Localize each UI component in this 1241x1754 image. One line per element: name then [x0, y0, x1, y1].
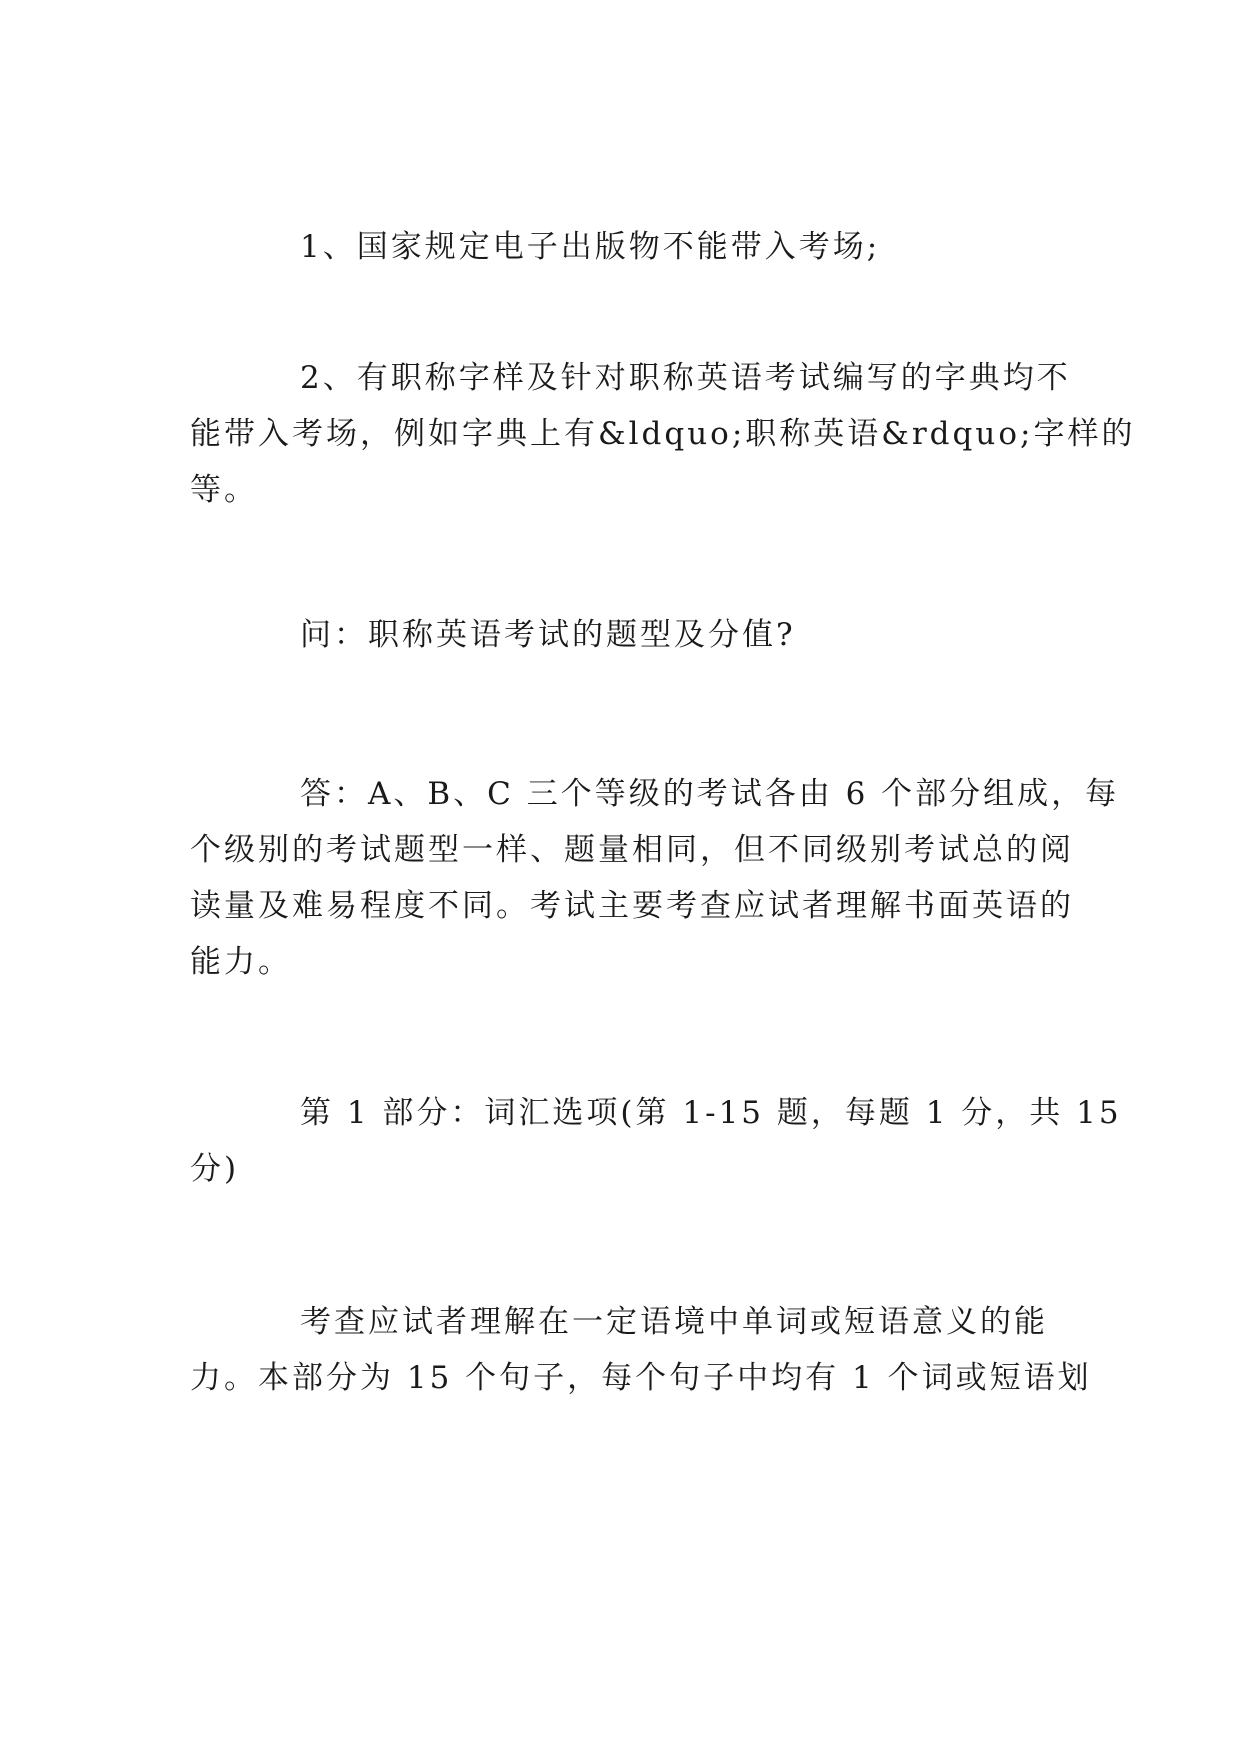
paragraph-4-line-2: 个级别的考试题型一样、题量相同，但不同级别考试总的阅: [190, 832, 1074, 868]
paragraph-4-line-3: 读量及难易程度不同。考试主要考查应试者理解书面英语的: [190, 888, 1074, 924]
paragraph-3-line-1: 问：职称英语考试的题型及分值?: [300, 617, 796, 653]
paragraph-6-line-2: 力。本部分为 15 个句子，每个句子中均有 1 个词或短语划: [190, 1360, 1092, 1396]
paragraph-4-line-4: 能力。: [190, 944, 292, 980]
paragraph-1-line-1: 1、国家规定电子出版物不能带入考场;: [300, 229, 881, 265]
paragraph-2-line-3: 等。: [190, 472, 258, 508]
paragraph-6-line-1: 考查应试者理解在一定语境中单词或短语意义的能: [300, 1304, 1048, 1340]
paragraph-2-line-2: 能带入考场，例如字典上有&ldquo;职称英语&rdquo;字样的: [190, 416, 1136, 452]
paragraph-5-line-2: 分): [190, 1151, 240, 1187]
paragraph-4-line-1: 答：A、B、C 三个等级的考试各由 6 个部分组成，每: [300, 776, 1120, 812]
paragraph-2-line-1: 2、有职称字样及针对职称英语考试编写的字典均不: [300, 360, 1071, 396]
paragraph-5-line-1: 第 1 部分：词汇选项(第 1-15 题，每题 1 分，共 15: [300, 1095, 1122, 1131]
